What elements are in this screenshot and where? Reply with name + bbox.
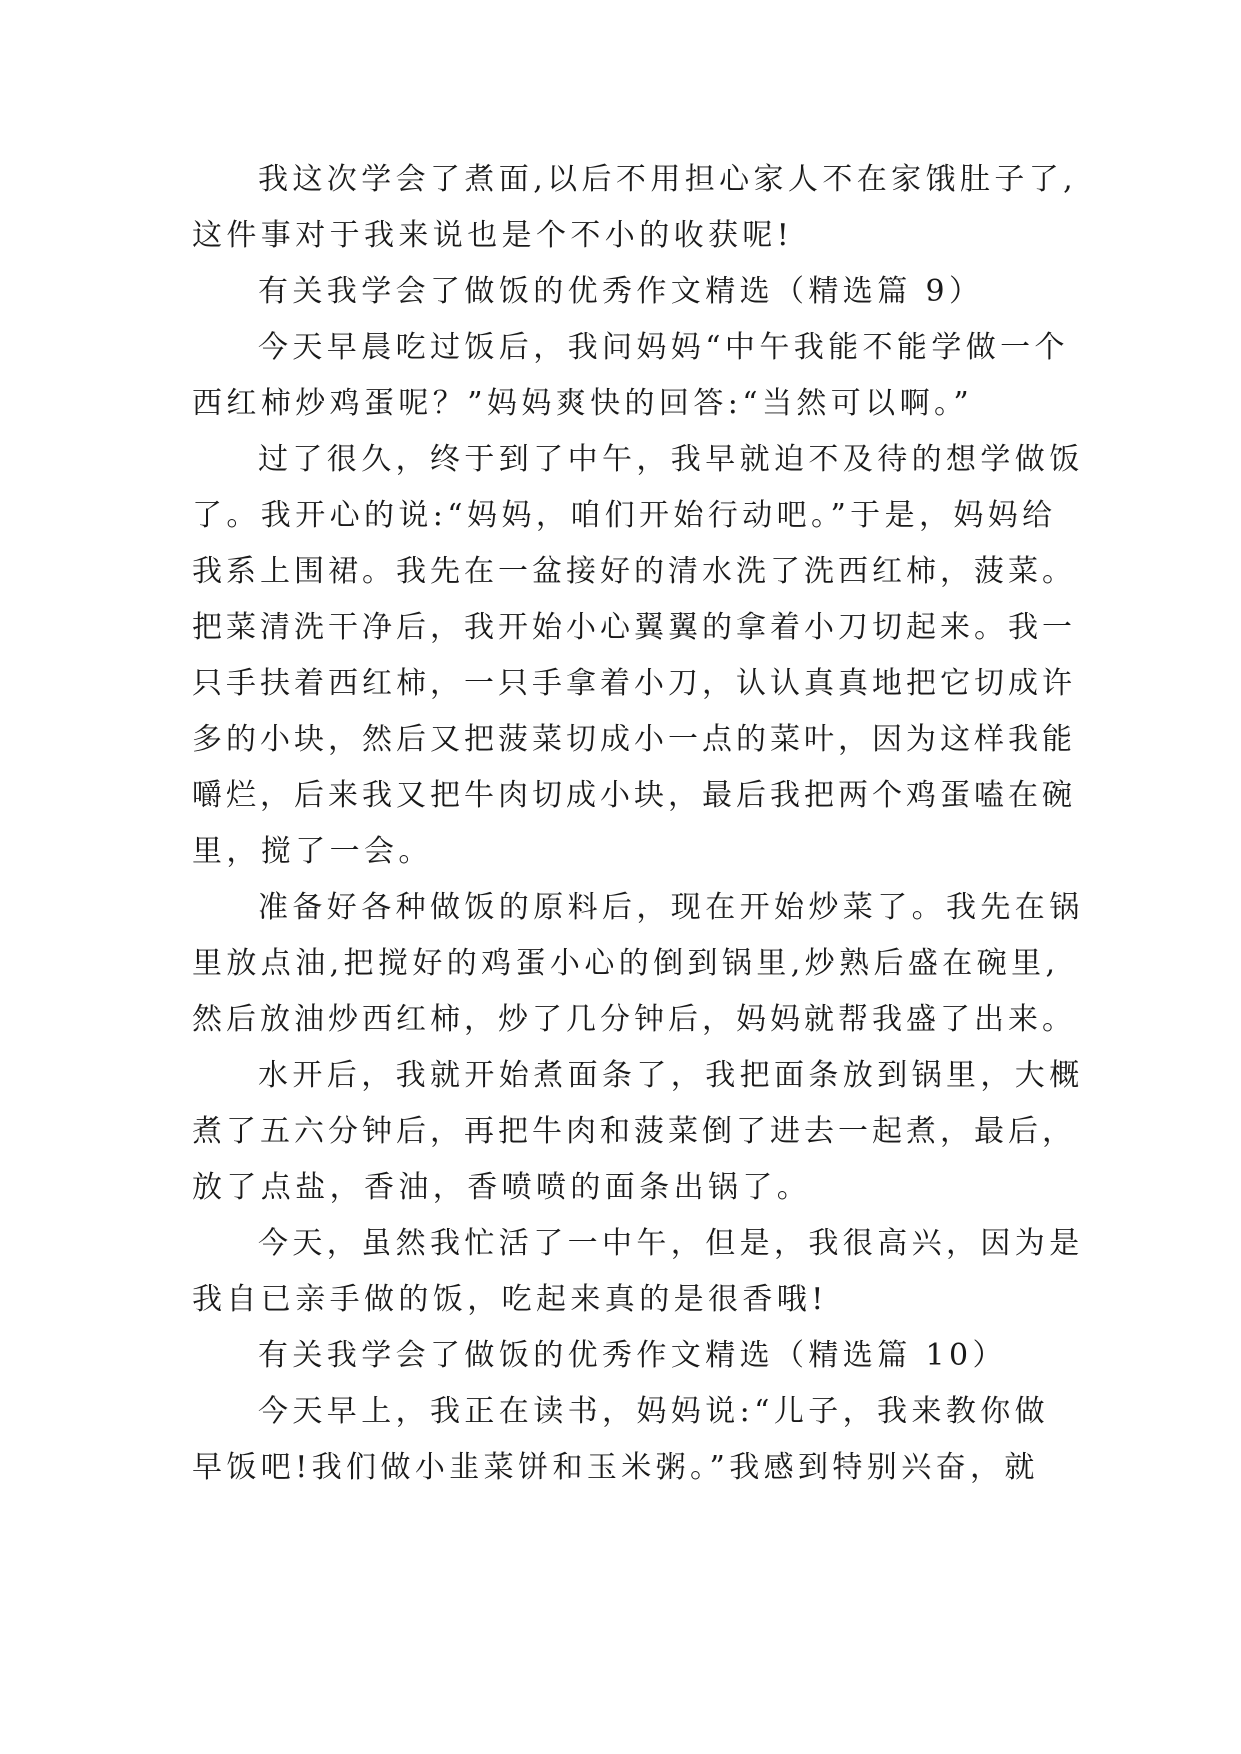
- text-line: 水开后，我就开始煮面条了，我把面条放到锅里，大概: [258, 1058, 1084, 1093]
- text-line: 西红柿炒鸡蛋呢？”妈妈爽快的回答:“当然可以啊。”: [192, 386, 974, 421]
- text-line: 今天早晨吃过饭后，我问妈妈“中午我能不能学做一个: [258, 330, 1069, 365]
- text-line: 嚼烂，后来我又把牛肉切成小块，最后我把两个鸡蛋嗑在碗: [192, 778, 1076, 813]
- text-line: 了。我开心的说:“妈妈，咱们开始行动吧。”于是，妈妈给: [192, 498, 1057, 533]
- text-line: 早饭吧!我们做小韭菜饼和玉米粥。”我感到特别兴奋，就: [192, 1450, 1039, 1485]
- text-line: 我自已亲手做的饭，吃起来真的是很香哦!: [192, 1282, 828, 1317]
- section-heading: 有关我学会了做饭的优秀作文精选（精选篇 9）: [258, 274, 984, 309]
- text-line: 今天早上，我正在读书，妈妈说:“儿子，我来教你做: [258, 1394, 1050, 1429]
- text-line: 煮了五六分钟后，再把牛肉和菠菜倒了进去一起煮，最后，: [192, 1114, 1076, 1149]
- text-line: 准备好各种做饭的原料后，现在开始炒菜了。我先在锅: [258, 890, 1084, 925]
- text-line: 只手扶着西红柿，一只手拿着小刀，认认真真地把它切成许: [192, 666, 1076, 701]
- text-line: 里，搅了一会。: [192, 834, 433, 869]
- text-line: 多的小块，然后又把菠菜切成小一点的菜叶，因为这样我能: [192, 722, 1076, 757]
- text-line: 然后放油炒西红柿，炒了几分钟后，妈妈就帮我盛了出来。: [192, 1002, 1076, 1037]
- text-line: 放了点盐，香油，香喷喷的面条出锅了。: [192, 1170, 812, 1205]
- text-line: 把菜清洗干净后，我开始小心翼翼的拿着小刀切起来。我一: [192, 610, 1076, 645]
- text-line: 今天，虽然我忙活了一中午，但是，我很高兴，因为是: [258, 1226, 1084, 1261]
- text-line: 过了很久，终于到了中午，我早就迫不及待的想学做饭: [258, 442, 1084, 477]
- text-line: 我系上围裙。我先在一盆接好的清水洗了洗西红柿，菠菜。: [192, 554, 1076, 589]
- text-line: 里放点油,把搅好的鸡蛋小心的倒到锅里,炒熟后盛在碗里,: [192, 946, 1060, 981]
- section-heading: 有关我学会了做饭的优秀作文精选（精选篇 10）: [258, 1338, 1007, 1373]
- text-line: 我这次学会了煮面,以后不用担心家人不在家饿肚子了,: [258, 162, 1078, 197]
- text-line: 这件事对于我来说也是个不小的收获呢!: [192, 218, 794, 253]
